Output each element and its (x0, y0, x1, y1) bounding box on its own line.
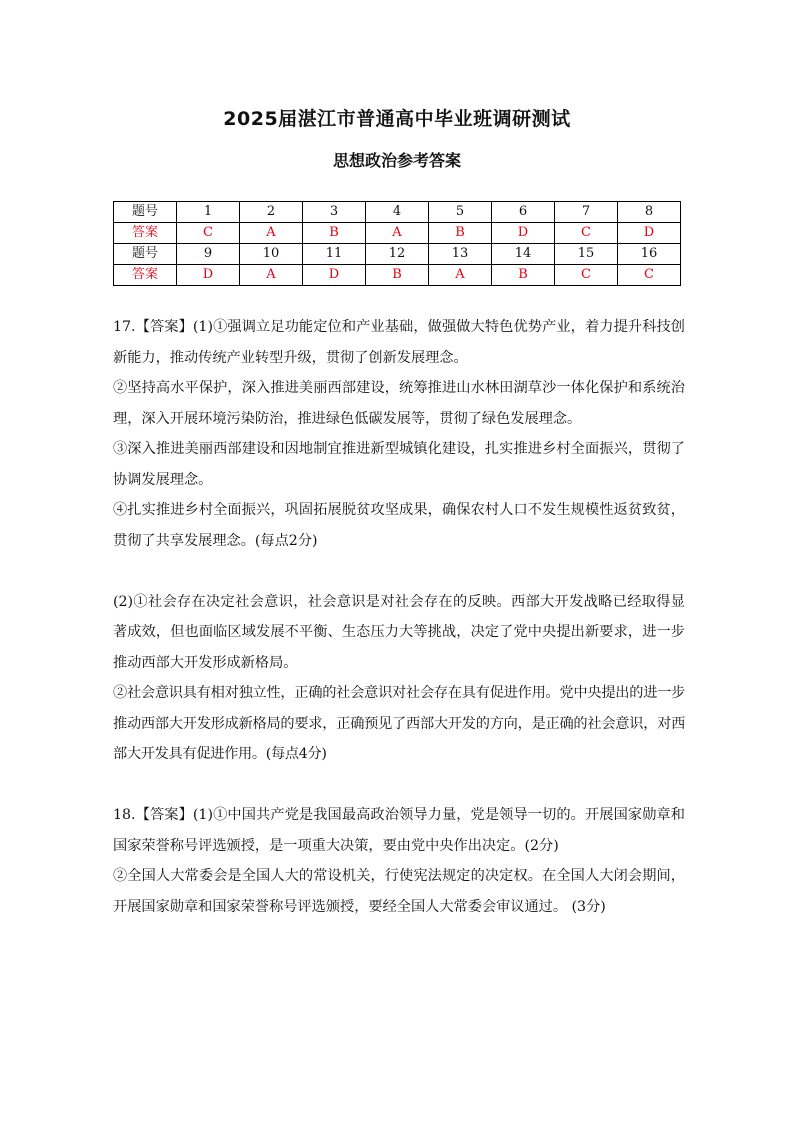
answer-cell: A (429, 265, 492, 286)
q17-answer-part1-point1: 17.【答案】(1)①强调立足功能定位和产业基础，做强做大特色优势产业，着力提升科技创新能力，推动传统产业转型升级，贯彻了创新发展理念。 (113, 319, 685, 366)
question-number: 5 (429, 202, 492, 223)
answer-cell: C (555, 265, 618, 286)
question-number: 13 (429, 244, 492, 265)
answer-cell: A (240, 265, 303, 286)
question-number: 4 (366, 202, 429, 223)
answer-cell: C (555, 223, 618, 244)
q17-answer-part2-point1: (2)①社会存在决定社会意识，社会意识是对社会存在的反映。西部大开发战略已经取得显著成效，但也面临区域发展不平衡、生态压力大等挑战，决定了党中央提出新要求，进一步推动西部大开发形成新格局。 (113, 593, 685, 671)
q17-answer-part1-point2: ②坚持高水平保护，深入推进美丽西部建设，统筹推进山水林田湖草沙一体化保护和系统治理，深入开展环境污染防治，推进绿色低碳发展等，贯彻了绿色发展理念。 (113, 380, 685, 427)
question-number: 16 (618, 244, 681, 265)
q17-answer-part1-point3: ③深入推进美丽西部建设和因地制宜推进新型城镇化建设，扎实推进乡村全面振兴，贯彻了协调发展理念。 (113, 441, 685, 488)
question-number: 15 (555, 244, 618, 265)
question-number: 7 (555, 202, 618, 223)
table-row (114, 244, 681, 265)
q18-answer-part1-point1: 18.【答案】(1)①中国共产党是我国最高政治领导力量，党是领导一切的。开展国家勋章和国家荣誉称号评选颁授，是一项重大决策，要由党中央作出决定。(2分) (113, 807, 685, 854)
document-title: 2025届湛江市普通高中毕业班调研测试 (223, 108, 571, 130)
row-label: 答案 (114, 223, 177, 244)
question-number: 12 (366, 244, 429, 265)
question-number: 3 (303, 202, 366, 223)
answer-cell: C (618, 265, 681, 286)
paragraph-gap (113, 770, 685, 801)
document-subtitle: 思想政治参考答案 (332, 151, 461, 170)
answer-body (113, 312, 685, 922)
answer-cell: A (240, 223, 303, 244)
row-label: 题号 (114, 244, 177, 265)
question-number: 1 (177, 202, 240, 223)
question-number: 10 (240, 244, 303, 265)
question-number: 6 (492, 202, 555, 223)
answer-cell: D (177, 265, 240, 286)
answer-table (113, 201, 681, 286)
q18-answer-part1-point2: ②全国人大常委会是全国人大的常设机关，行使宪法规定的决定权。在全国人大闭会期间，开展国家勋章和国家荣誉称号评选颁授，要经全国人大常委会审议通过。 (3分) (113, 868, 685, 915)
answer-cell: C (177, 223, 240, 244)
answer-cell: A (366, 223, 429, 244)
question-number: 9 (177, 244, 240, 265)
answer-cell: B (429, 223, 492, 244)
table-row (114, 223, 681, 244)
row-label: 答案 (114, 265, 177, 286)
answer-cell: B (303, 223, 366, 244)
q17-answer-part1-point4: ④扎实推进乡村全面振兴，巩固拓展脱贫攻坚成果，确保农村人口不发生规模性返贫致贫，贯彻了共享发展理念。(每点2分) (113, 502, 685, 549)
table-row (114, 202, 681, 223)
answer-cell: D (492, 223, 555, 244)
answer-cell: D (618, 223, 681, 244)
question-number: 8 (618, 202, 681, 223)
answer-cell: D (303, 265, 366, 286)
table-row (114, 265, 681, 286)
paragraph-gap (113, 556, 685, 587)
question-number: 2 (240, 202, 303, 223)
answer-cell: B (492, 265, 555, 286)
question-number: 11 (303, 244, 366, 265)
q17-answer-part2-point2: ②社会意识具有相对独立性，正确的社会意识对社会存在具有促进作用。党中央提出的进一步推动西部大开发形成新格局的要求，正确预见了西部大开发的方向，是正确的社会意识，对西部大开发具有促进作用。(每点4分) (113, 685, 685, 762)
answer-cell: B (366, 265, 429, 286)
row-label: 题号 (114, 202, 177, 223)
question-number: 14 (492, 244, 555, 265)
